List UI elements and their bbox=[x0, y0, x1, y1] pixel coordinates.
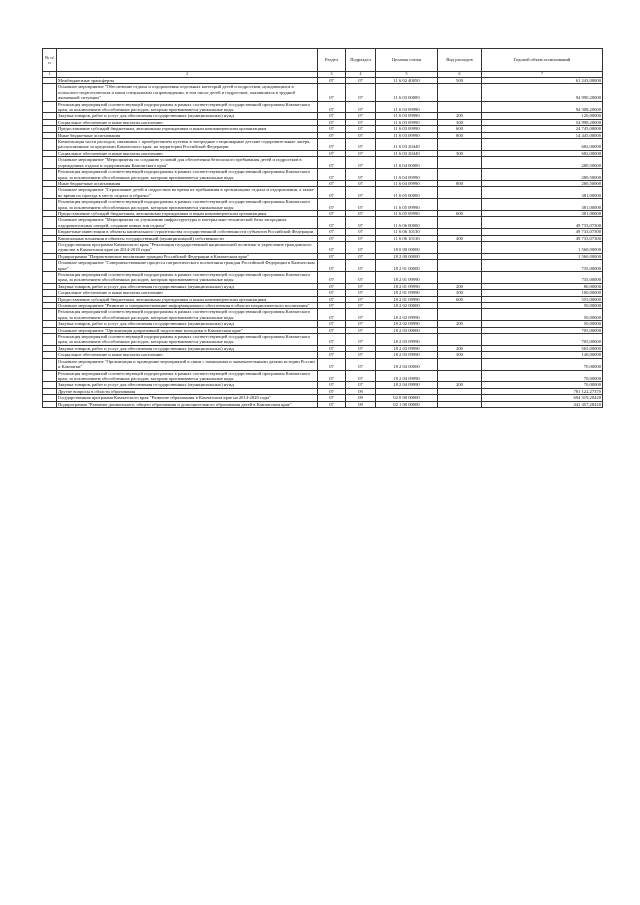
row-name-cell: Государственная программа Камчатского края "Развитие образования в Камчатском крае на 2014-2020 годы" bbox=[57, 395, 318, 401]
row-name-cell: Реализация мероприятий соответствующей подпрограммы в рамках соответствующей государственной программы Камчатского края, за исключением обособленных расходов, которым присваиваются уникальные коды bbox=[57, 309, 318, 321]
row-target-article-cell: 18 2 02 09990 bbox=[376, 321, 438, 327]
header-expense-type: Вид расходов bbox=[438, 49, 482, 72]
row-name-cell: Капитальные вложения в объекты государственной (муниципальной) собственности bbox=[57, 235, 318, 241]
row-subsection-cell: 07 bbox=[346, 235, 376, 241]
row-amount-cell: 1 560,00000 bbox=[482, 253, 603, 259]
row-subsection-cell: 07 bbox=[346, 119, 376, 125]
row-section-cell: 07 bbox=[318, 382, 346, 388]
row-expense-type-cell: 500 bbox=[438, 78, 482, 84]
row-target-article-cell: 18 2 01 09990 bbox=[376, 283, 438, 289]
row-section-cell: 07 bbox=[318, 235, 346, 241]
row-number-cell bbox=[43, 358, 57, 370]
row-amount-cell: 54 998,20000 bbox=[482, 119, 603, 125]
row-subsection-cell: 07 bbox=[346, 352, 376, 358]
row-subsection-cell: 07 bbox=[346, 78, 376, 84]
row-section-cell: 07 bbox=[318, 334, 346, 346]
row-subsection-cell: 07 bbox=[346, 169, 376, 181]
row-target-article-cell: 18 2 01 09990 bbox=[376, 290, 438, 296]
row-target-article-cell: 11 6 04 09990 bbox=[376, 180, 438, 186]
row-amount-cell: 50,00000 bbox=[482, 321, 603, 327]
row-amount-cell: 781 122,27370 bbox=[482, 388, 603, 394]
row-section-cell: 07 bbox=[318, 180, 346, 186]
row-subsection-cell: 07 bbox=[346, 180, 376, 186]
row-name-cell: Реализация мероприятий соответствующей подпрограммы в рамках соответствующей государственной программы Камчатского края, за исключением обособленных расходов, которым присваиваются уникальные коды bbox=[57, 272, 318, 284]
row-subsection-cell: 07 bbox=[346, 101, 376, 113]
row-expense-type-cell bbox=[438, 241, 482, 253]
row-target-article-cell: 18 2 04 09990 bbox=[376, 370, 438, 382]
row-section-cell: 07 bbox=[318, 296, 346, 302]
table-row bbox=[43, 187, 603, 199]
table-row bbox=[43, 101, 603, 113]
row-subsection-cell: 07 bbox=[346, 241, 376, 253]
row-subsection-cell: 07 bbox=[346, 126, 376, 132]
table-row bbox=[43, 358, 603, 370]
row-section-cell: 07 bbox=[318, 150, 346, 156]
row-subsection-cell: 07 bbox=[346, 272, 376, 284]
row-section-cell: 07 bbox=[318, 401, 346, 407]
row-amount-cell: 381,00000 bbox=[482, 199, 603, 211]
row-name-cell: Другие вопросы в области образования bbox=[57, 388, 318, 394]
row-section-cell: 07 bbox=[318, 78, 346, 84]
row-amount-cell: 70,00000 bbox=[482, 370, 603, 382]
budget-table bbox=[42, 48, 603, 408]
header-name bbox=[57, 49, 318, 72]
row-section-cell: 07 bbox=[318, 157, 346, 169]
column-number: 5 bbox=[376, 72, 438, 78]
row-target-article-cell: 18 2 01 09990 bbox=[376, 296, 438, 302]
row-section-cell: 07 bbox=[318, 132, 346, 138]
budget-document bbox=[42, 48, 603, 408]
row-subsection-cell: 07 bbox=[346, 260, 376, 272]
row-amount-cell: 70,00000 bbox=[482, 382, 603, 388]
row-amount-cell: 80,00000 bbox=[482, 283, 603, 289]
row-target-article-cell: 11 6 03 09990 bbox=[376, 126, 438, 132]
row-subsection-cell: 07 bbox=[346, 84, 376, 101]
row-name-cell: Предоставление субсидий бюджетным, автономным учреждениям и иным некоммерческим организациям bbox=[57, 210, 318, 216]
row-name-cell: Реализация мероприятий соответствующей подпрограммы в рамках соответствующей государственной программы Камчатского края, за исключением обособленных расходов, которым присваиваются уникальные коды bbox=[57, 169, 318, 181]
row-number-cell bbox=[43, 241, 57, 253]
row-section-cell: 07 bbox=[318, 84, 346, 101]
row-expense-type-cell bbox=[438, 199, 482, 211]
row-section-cell: 07 bbox=[318, 260, 346, 272]
table-row bbox=[43, 217, 603, 229]
row-section-cell: 07 bbox=[318, 327, 346, 333]
row-section-cell: 07 bbox=[318, 388, 346, 394]
header-target-article: Целевая статья bbox=[376, 49, 438, 72]
table-row bbox=[43, 401, 603, 407]
row-amount-cell: 280,50000 bbox=[482, 169, 603, 181]
row-name-cell: Компенсация части расходов, связанных с приобретением путевок в загородные стационарные детские оздоровительные лагеря, расположенные за пределами Камчатского края, на территории Российской Федерации bbox=[57, 139, 318, 151]
row-name-cell: Социальное обеспечение и иные выплаты населению bbox=[57, 290, 318, 296]
row-amount-cell: 140,00000 bbox=[482, 352, 603, 358]
row-expense-type-cell: 200 bbox=[438, 283, 482, 289]
row-amount-cell: 94 308,20000 bbox=[482, 101, 603, 113]
row-subsection-cell: 07 bbox=[346, 229, 376, 235]
row-section-cell: 07 bbox=[318, 345, 346, 351]
row-target-article-cell: 11 6 03 09990 bbox=[376, 113, 438, 119]
row-target-article-cell: 11 6 06 00000 bbox=[376, 217, 438, 229]
table-row bbox=[43, 309, 603, 321]
row-expense-type-cell bbox=[438, 101, 482, 113]
row-section-cell: 07 bbox=[318, 352, 346, 358]
row-section-cell: 07 bbox=[318, 210, 346, 216]
row-target-article-cell: 11 6 04 00000 bbox=[376, 157, 438, 169]
row-expense-type-cell: 300 bbox=[438, 352, 482, 358]
row-section-cell: 07 bbox=[318, 395, 346, 401]
column-number: 1 bbox=[43, 72, 57, 78]
row-amount-cell: 120,00000 bbox=[482, 113, 603, 119]
row-amount-cell: 1 560,00000 bbox=[482, 241, 603, 253]
row-subsection-cell: 07 bbox=[346, 370, 376, 382]
row-amount-cell: 24 745,00000 bbox=[482, 126, 603, 132]
row-target-article-cell: 11 6 03 09990 bbox=[376, 132, 438, 138]
row-number-cell bbox=[43, 309, 57, 321]
row-section-cell: 07 bbox=[318, 199, 346, 211]
row-number-cell bbox=[43, 139, 57, 151]
row-name-cell: Закупка товаров, работ и услуг для обеспечения государственных (муниципальных) нужд bbox=[57, 382, 318, 388]
row-amount-cell: 705,00000 bbox=[482, 327, 603, 333]
row-target-article-cell: 11 6 05 00000 bbox=[376, 187, 438, 199]
row-amount-cell: 441 457,28420 bbox=[482, 401, 603, 407]
row-target-article-cell: 11 6 02 40050 bbox=[376, 78, 438, 84]
header-section: Раздел bbox=[318, 49, 346, 72]
row-target-article-cell: 18 2 04 09990 bbox=[376, 382, 438, 388]
row-amount-cell: 100,00000 bbox=[482, 290, 603, 296]
row-name-cell: Иные бюджетные ассигнования bbox=[57, 132, 318, 138]
row-section-cell: 07 bbox=[318, 321, 346, 327]
row-target-article-cell: 11 6 03 09990 bbox=[376, 101, 438, 113]
row-section-cell: 07 bbox=[318, 272, 346, 284]
row-target-article-cell: 18 2 00 00000 bbox=[376, 253, 438, 259]
row-target-article-cell: 18 2 04 00000 bbox=[376, 358, 438, 370]
row-amount-cell: 49 733,07300 bbox=[482, 217, 603, 229]
header-subsection: Подраздел bbox=[346, 49, 376, 72]
row-expense-type-cell bbox=[438, 84, 482, 101]
row-name-cell: Основное мероприятие "Страхование детей и подростков во время их пребывания в организациях отдыха и оздоровления, а также во время их проезда к месту отдыха и обратно" bbox=[57, 187, 318, 199]
row-section-cell: 07 bbox=[318, 358, 346, 370]
row-number-cell bbox=[43, 169, 57, 181]
row-number-cell bbox=[43, 401, 57, 407]
header-row bbox=[43, 49, 603, 72]
row-section-cell: 07 bbox=[318, 217, 346, 229]
row-amount-cell: 14 445,00000 bbox=[482, 132, 603, 138]
row-amount-cell: 94 990,20000 bbox=[482, 84, 603, 101]
row-name-cell: Межбюджетные трансферты bbox=[57, 78, 318, 84]
row-number-cell bbox=[43, 272, 57, 284]
row-expense-type-cell bbox=[438, 139, 482, 151]
row-subsection-cell: 07 bbox=[346, 296, 376, 302]
row-expense-type-cell bbox=[438, 169, 482, 181]
row-name-cell: Закупка товаров, работ и услуг для обеспечения государственных (муниципальных) нужд bbox=[57, 345, 318, 351]
row-subsection-cell: 07 bbox=[346, 199, 376, 211]
row-subsection-cell: 07 bbox=[346, 150, 376, 156]
table-row bbox=[43, 139, 603, 151]
row-amount-cell: 50,00000 bbox=[482, 309, 603, 321]
row-section-cell: 07 bbox=[318, 229, 346, 235]
column-number: 3 bbox=[318, 72, 346, 78]
column-number: 4 bbox=[346, 72, 376, 78]
row-name-cell: Социальное обеспечение и иные выплаты населению bbox=[57, 150, 318, 156]
row-name-cell: Предоставление субсидий бюджетным, автономным учреждениям и иным некоммерческим организациям bbox=[57, 126, 318, 132]
row-target-article-cell: 18 2 02 00000 bbox=[376, 303, 438, 309]
row-subsection-cell: 07 bbox=[346, 327, 376, 333]
row-expense-type-cell: 200 bbox=[438, 345, 482, 351]
row-name-cell: Реализация мероприятий соответствующей подпрограммы в рамках соответствующей государственной программы Камчатского края, за исключением обособленных расходов, которым присваиваются уникальные коды bbox=[57, 199, 318, 211]
row-target-article-cell: 11 6 04 09990 bbox=[376, 169, 438, 181]
column-number: 7 bbox=[482, 72, 603, 78]
row-section-cell: 07 bbox=[318, 119, 346, 125]
row-expense-type-cell bbox=[438, 370, 482, 382]
row-section-cell: 07 bbox=[318, 241, 346, 253]
row-name-cell: Государственная программа Камчатского края "Реализация государственной национальной политики и укрепление гражданского единства в Камчатском крае на 2014-2018 годы" bbox=[57, 241, 318, 253]
table-row bbox=[43, 157, 603, 169]
row-expense-type-cell: 400 bbox=[438, 235, 482, 241]
row-section-cell: 07 bbox=[318, 126, 346, 132]
row-expense-type-cell: 300 bbox=[438, 290, 482, 296]
row-subsection-cell: 09 bbox=[346, 395, 376, 401]
row-number-cell bbox=[43, 157, 57, 169]
row-amount-cell: 50,00000 bbox=[482, 303, 603, 309]
row-name-cell: Реализация мероприятий соответствующей подпрограммы в рамках соответствующей государственной программы Камчатского края, за исключением обособленных расходов, которым присваиваются уникальные коды bbox=[57, 334, 318, 346]
row-expense-type-cell bbox=[438, 187, 482, 199]
row-subsection-cell: 07 bbox=[346, 358, 376, 370]
row-subsection-cell: 07 bbox=[346, 334, 376, 346]
row-name-cell: Закупка товаров, работ и услуг для обеспечения государственных (муниципальных) нужд bbox=[57, 321, 318, 327]
column-number: 6 bbox=[438, 72, 482, 78]
table-row bbox=[43, 272, 603, 284]
row-expense-type-cell: 300 bbox=[438, 150, 482, 156]
table-row bbox=[43, 169, 603, 181]
row-number-cell bbox=[43, 199, 57, 211]
row-name-cell: Иные бюджетные ассигнования bbox=[57, 180, 318, 186]
row-amount-cell: 381,00000 bbox=[482, 210, 603, 216]
row-name-cell: Основное мероприятие "Мероприятия по улучшению инфраструктуры и материально-технической базы загородных оздоровительных лагерей, создание новых зон отдыха" bbox=[57, 217, 318, 229]
row-name-cell: Основное мероприятие "Обеспечение отдыха и оздоровления отдельных категорий детей и подростков, нуждающихся в психолого-педагогическом и ином специальном сопровождении, в том числе детей и подростков, оказавшихся в трудной жизненной ситуации" bbox=[57, 84, 318, 101]
table-row bbox=[43, 199, 603, 211]
row-number-cell bbox=[43, 260, 57, 272]
row-name-cell: Бюджетные инвестиции в объекты капитального строительства государственной собственности субъектов Российской Федерации bbox=[57, 229, 318, 235]
row-subsection-cell: 07 bbox=[346, 157, 376, 169]
row-expense-type-cell bbox=[438, 358, 482, 370]
row-name-cell: Основное мероприятие "Мероприятия по созданию условий для обеспечения безопасного пребывания детей и подростков в учреждениях отдыха и оздоровления Камчатского края" bbox=[57, 157, 318, 169]
row-expense-type-cell: 800 bbox=[438, 180, 482, 186]
row-amount-cell: 49 733,07300 bbox=[482, 229, 603, 235]
row-section-cell: 07 bbox=[318, 303, 346, 309]
row-target-article-cell: 11 6 03 20440 bbox=[376, 150, 438, 156]
row-name-cell: Предоставление субсидий бюджетным, автономным учреждениям и иным некоммерческим организациям bbox=[57, 296, 318, 302]
row-amount-cell: 565,00000 bbox=[482, 345, 603, 351]
header-number: № п/п bbox=[43, 49, 57, 72]
row-name-cell: Основное мероприятие "Совершенствование процесса патриотического воспитания граждан Российской Федерации в Камчатском крае" bbox=[57, 260, 318, 272]
row-target-article-cell: 18 2 03 09990 bbox=[376, 352, 438, 358]
row-subsection-cell: 07 bbox=[346, 210, 376, 216]
row-section-cell: 07 bbox=[318, 309, 346, 321]
row-expense-type-cell: 200 bbox=[438, 113, 482, 119]
row-section-cell: 07 bbox=[318, 169, 346, 181]
row-target-article-cell: 11 6 03 20440 bbox=[376, 139, 438, 151]
row-amount-cell: 705,00000 bbox=[482, 334, 603, 346]
row-expense-type-cell bbox=[438, 272, 482, 284]
row-target-article-cell: 18 2 03 09990 bbox=[376, 334, 438, 346]
row-name-cell: Социальное обеспечение и иные выплаты населению bbox=[57, 119, 318, 125]
row-target-article-cell: 18 2 01 00000 bbox=[376, 260, 438, 272]
row-target-article-cell: 11 6 06 10130 bbox=[376, 229, 438, 235]
row-amount-cell: 735,00000 bbox=[482, 260, 603, 272]
row-expense-type-cell: 600 bbox=[438, 126, 482, 132]
row-expense-type-cell bbox=[438, 334, 482, 346]
table-row bbox=[43, 241, 603, 253]
row-section-cell: 07 bbox=[318, 101, 346, 113]
row-subsection-cell: 07 bbox=[346, 382, 376, 388]
row-amount-cell: 49 733,07300 bbox=[482, 235, 603, 241]
row-amount-cell: 682,00000 bbox=[482, 139, 603, 151]
row-target-article-cell: 18 2 03 00000 bbox=[376, 327, 438, 333]
row-name-cell: Основное мероприятие "Организация и проведение мероприятий в связи с памятными и знаменательными датами истории России и Камчатки" bbox=[57, 358, 318, 370]
row-name-cell: Подпрограмма "Патриотическое воспитание граждан Российской Федерации в Камчатском крае" bbox=[57, 253, 318, 259]
row-section-cell: 07 bbox=[318, 370, 346, 382]
table-row bbox=[43, 84, 603, 101]
header-annual-amount: Годовой объем ассигнований bbox=[482, 49, 603, 72]
row-subsection-cell: 07 bbox=[346, 253, 376, 259]
row-expense-type-cell: 600 bbox=[438, 210, 482, 216]
row-name-cell: Реализация мероприятий соответствующей подпрограммы в рамках соответствующей государственной программы Камчатского края, за исключением обособленных расходов, которым присваиваются уникальные коды bbox=[57, 370, 318, 382]
table-row bbox=[43, 370, 603, 382]
row-expense-type-cell bbox=[438, 309, 482, 321]
row-subsection-cell: 07 bbox=[346, 187, 376, 199]
row-section-cell: 07 bbox=[318, 283, 346, 289]
row-section-cell: 07 bbox=[318, 113, 346, 119]
row-section-cell: 07 bbox=[318, 139, 346, 151]
row-subsection-cell: 07 bbox=[346, 303, 376, 309]
row-name-cell: Основное мероприятие "Организация допризывной подготовки молодежи в Камчатском крае" bbox=[57, 327, 318, 333]
row-section-cell: 07 bbox=[318, 187, 346, 199]
row-expense-type-cell: 200 bbox=[438, 321, 482, 327]
row-target-article-cell: 11 6 05 09990 bbox=[376, 210, 438, 216]
row-subsection-cell: 09 bbox=[346, 401, 376, 407]
row-number-cell bbox=[43, 101, 57, 113]
row-subsection-cell: 07 bbox=[346, 139, 376, 151]
row-target-article-cell: 18 2 02 09990 bbox=[376, 309, 438, 321]
row-subsection-cell: 07 bbox=[346, 290, 376, 296]
row-name-cell: Закупка товаров, работ и услуг для обеспечения государственных (муниципальных) нужд bbox=[57, 283, 318, 289]
row-target-article-cell: 11 6 03 09990 bbox=[376, 119, 438, 125]
row-name-cell: Основное мероприятие "Развитие и совершенствование информационного обеспечения в области патриотического воспитания" bbox=[57, 303, 318, 309]
row-amount-cell: 280,50000 bbox=[482, 157, 603, 169]
row-amount-cell: 682,00000 bbox=[482, 150, 603, 156]
table-row bbox=[43, 260, 603, 272]
row-subsection-cell: 09 bbox=[346, 388, 376, 394]
row-amount-cell: 555,00000 bbox=[482, 296, 603, 302]
row-target-article-cell: 11 6 05 09990 bbox=[376, 199, 438, 211]
row-amount-cell: 280,50000 bbox=[482, 180, 603, 186]
row-number-cell bbox=[43, 84, 57, 101]
row-target-article-cell: 02 0 00 00000 bbox=[376, 395, 438, 401]
row-subsection-cell: 07 bbox=[346, 113, 376, 119]
row-target-article-cell: 18 2 01 09990 bbox=[376, 272, 438, 284]
column-number: 2 bbox=[57, 72, 318, 78]
row-number-cell bbox=[43, 334, 57, 346]
row-target-article-cell: 18 0 00 00000 bbox=[376, 241, 438, 253]
row-expense-type-cell: 300 bbox=[438, 119, 482, 125]
row-subsection-cell: 07 bbox=[346, 321, 376, 327]
row-target-article-cell: 18 2 03 09990 bbox=[376, 345, 438, 351]
row-name-cell: Подпрограмма "Развитие дошкольного, общего образования и дополнительного образования детей в Камчатском крае" bbox=[57, 401, 318, 407]
table-row bbox=[43, 334, 603, 346]
row-name-cell: Реализация мероприятий соответствующей подпрограммы в рамках соответствующей государственной программы Камчатского края, за исключением обособленных расходов, которым присваиваются уникальные коды bbox=[57, 101, 318, 113]
row-amount-cell: 694 319,20420 bbox=[482, 395, 603, 401]
row-amount-cell: 381,00000 bbox=[482, 187, 603, 199]
row-target-article-cell: 11 6 06 10130 bbox=[376, 235, 438, 241]
row-subsection-cell: 07 bbox=[346, 283, 376, 289]
row-section-cell: 07 bbox=[318, 290, 346, 296]
row-name-cell: Закупка товаров, работ и услуг для обеспечения государственных (муниципальных) нужд bbox=[57, 113, 318, 119]
row-expense-type-cell: 600 bbox=[438, 296, 482, 302]
row-amount-cell: 735,00000 bbox=[482, 272, 603, 284]
row-subsection-cell: 07 bbox=[346, 345, 376, 351]
row-name-cell: Социальное обеспечение и иные выплаты населению bbox=[57, 352, 318, 358]
row-expense-type-cell: 800 bbox=[438, 132, 482, 138]
row-subsection-cell: 07 bbox=[346, 132, 376, 138]
row-amount-cell: 61 243,00000 bbox=[482, 78, 603, 84]
row-expense-type-cell bbox=[438, 260, 482, 272]
row-expense-type-cell bbox=[438, 217, 482, 229]
row-expense-type-cell bbox=[438, 401, 482, 407]
row-expense-type-cell bbox=[438, 157, 482, 169]
row-target-article-cell: 11 6 03 00000 bbox=[376, 84, 438, 101]
row-number-cell bbox=[43, 370, 57, 382]
row-target-article-cell: 02 1 00 00000 bbox=[376, 401, 438, 407]
row-subsection-cell: 07 bbox=[346, 217, 376, 229]
row-subsection-cell: 07 bbox=[346, 309, 376, 321]
row-number-cell bbox=[43, 187, 57, 199]
row-number-cell bbox=[43, 217, 57, 229]
row-amount-cell: 70,00000 bbox=[482, 358, 603, 370]
row-expense-type-cell: 200 bbox=[438, 382, 482, 388]
row-section-cell: 07 bbox=[318, 253, 346, 259]
